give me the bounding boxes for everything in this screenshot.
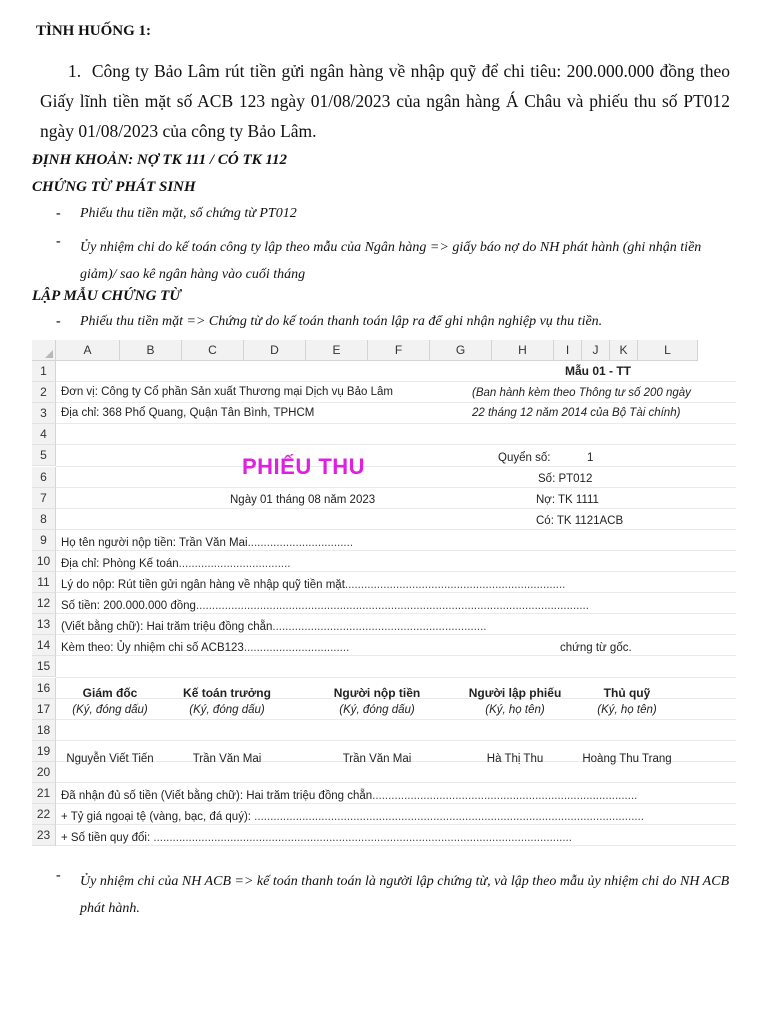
case-paragraph [40, 56, 730, 146]
bullet-dash: - [56, 206, 61, 221]
attachment-suffix: chứng từ gốc. [560, 642, 632, 654]
row-header-4[interactable]: 4 [32, 424, 56, 445]
row-header-19[interactable]: 19 [32, 741, 56, 762]
row-header-16[interactable]: 16 [32, 678, 56, 699]
row-gridline [56, 845, 736, 846]
row-gridline [56, 402, 736, 403]
case-text: Công ty Bảo Lâm rút tiền gửi ngân hàng về nhập quỹ để chi tiêu: 200.000.000 đồng theo Giấy lĩnh tiền mặt số ACB 123 ngày 01/08/2023 của ngân hàng Á Châu và phiếu thu số PT012 ngày 01/08/2023 của công ty Bảo Lâm. [40, 61, 731, 141]
select-all-corner[interactable] [32, 340, 56, 361]
signer-title: Người nộp tiền [333, 686, 421, 700]
signer-instruction: (Ký, đóng dấu) [72, 704, 148, 716]
signer-name: Nguyễn Viết Tiến [66, 753, 154, 765]
row-gridline [56, 613, 736, 614]
unit-address: Địa chỉ: 368 Phổ Quang, Quận Tân Bình, TPHCM [61, 407, 315, 419]
signer-instruction: (Ký, họ tên) [485, 704, 545, 716]
row-gridline [56, 592, 736, 593]
column-header-k[interactable]: K [610, 340, 638, 361]
row-header-8[interactable]: 8 [32, 509, 56, 530]
row-header-17[interactable]: 17 [32, 699, 56, 720]
signer-title: Giám đốc [82, 686, 138, 700]
row-header-23[interactable]: 23 [32, 825, 56, 846]
column-header-c[interactable]: C [182, 340, 244, 361]
row-gridline [56, 381, 736, 382]
row-gridline [56, 444, 736, 445]
book-value: 1 [587, 452, 594, 464]
spreadsheet [32, 340, 736, 858]
row-gridline [56, 782, 736, 783]
column-header-g[interactable]: G [430, 340, 492, 361]
row-header-10[interactable]: 10 [32, 551, 56, 572]
signer-instruction: (Ký, đóng dấu) [189, 704, 265, 716]
row-header-22[interactable]: 22 [32, 804, 56, 825]
signer-title: Thủ quỹ [603, 686, 651, 700]
signer-name: Hà Thị Thu [486, 753, 544, 765]
row-header-12[interactable]: 12 [32, 593, 56, 614]
vouchers-title: CHỨNG TỪ PHÁT SINH [32, 179, 196, 195]
row-header-5[interactable]: 5 [32, 445, 56, 466]
row-header-6[interactable]: 6 [32, 467, 56, 488]
row-gridline [56, 655, 736, 656]
bullet-dash: - [56, 868, 61, 883]
bullet-dash: - [56, 314, 61, 329]
row-header-7[interactable]: 7 [32, 488, 56, 509]
template-title: LẬP MẪU CHỨNG TỪ [32, 288, 181, 304]
fx-rate: + Tỷ giá ngoại tệ (vàng, bạc, đá quý): .......................................................................................................................... [61, 811, 644, 823]
row-gridline [56, 423, 736, 424]
decree-line-1: (Ban hành kèm theo Thông tư số 200 ngày [472, 387, 691, 399]
column-header-a[interactable]: A [56, 340, 120, 361]
unit-name: Đơn vị: Công ty Cổ phần Sản xuất Thương mại Dịch vụ Bảo Lâm [61, 386, 393, 398]
column-header-l[interactable]: L [638, 340, 698, 361]
row-header-18[interactable]: 18 [32, 720, 56, 741]
column-header-b[interactable]: B [120, 340, 182, 361]
voucher-item-1: Phiếu thu tiền mặt, số chứng từ PT012 [80, 206, 297, 221]
decree-line-2: 22 tháng 12 năm 2014 của Bộ Tài chính) [472, 407, 681, 419]
row-header-2[interactable]: 2 [32, 382, 56, 403]
signer-title: Người lập phiếu [468, 686, 562, 700]
column-header-h[interactable]: H [492, 340, 554, 361]
debit-account: Nợ: TK 1111 [536, 494, 599, 506]
row-gridline [56, 719, 736, 720]
signer-name: Trần Văn Mai [192, 753, 262, 765]
heading: TÌNH HUỐNG 1: [36, 23, 152, 39]
received-in-words: Đã nhận đủ số tiền (Viết bằng chữ): Hai trăm triệu đồng chẵn................................................................................... [61, 790, 638, 802]
voucher-item-2: Ủy nhiệm chi do kế toán công ty lập theo mẫu của Ngân hàng => giấy báo nợ do NH phát hành (ghi nhận tiền giảm)/ sao kê ngân hàng vào cuối tháng [80, 240, 702, 282]
row-gridline [56, 634, 736, 635]
row-gridline [56, 550, 736, 551]
row-gridline [56, 803, 736, 804]
receipt-number: Số: PT012 [538, 473, 593, 485]
column-header-f[interactable]: F [368, 340, 430, 361]
payment-reason: Lý do nộp: Rút tiền gửi ngân hàng về nhập quỹ tiền mặt..................................................................... [61, 579, 566, 591]
payment-amount: Số tiền: 200.000.000 đồng........................................................................................................................... [61, 600, 589, 612]
row-header-15[interactable]: 15 [32, 656, 56, 677]
row-gridline [56, 677, 736, 678]
entry-line: ĐỊNH KHOẢN: NỢ TK 111 / CÓ TK 112 [32, 152, 288, 168]
signer-name: Trần Văn Mai [342, 753, 412, 765]
signer-instruction: (Ký, họ tên) [597, 704, 657, 716]
column-header-e[interactable]: E [306, 340, 368, 361]
converted-amount: + Số tiền quy đổi: ................................................................................................................................... [61, 832, 572, 844]
row-gridline [56, 508, 736, 509]
row-gridline [56, 824, 736, 825]
row-gridline [56, 487, 736, 488]
row-gridline [56, 466, 736, 467]
signer-title: Kế toán trưởng [183, 686, 271, 700]
row-header-20[interactable]: 20 [32, 762, 56, 783]
row-gridline [56, 571, 736, 572]
row-header-13[interactable]: 13 [32, 614, 56, 635]
row-header-3[interactable]: 3 [32, 403, 56, 424]
signer-name: Hoàng Thu Trang [582, 753, 672, 765]
receipt-date: Ngày 01 tháng 08 năm 2023 [230, 494, 376, 506]
column-header-d[interactable]: D [244, 340, 306, 361]
credit-account: Có: TK 1121ACB [536, 515, 624, 527]
row-header-21[interactable]: 21 [32, 783, 56, 804]
column-header-j[interactable]: J [582, 340, 610, 361]
payer-name: Họ tên người nộp tiền: Trần Văn Mai................................. [61, 537, 354, 549]
case-number: 1. [68, 61, 82, 81]
row-header-11[interactable]: 11 [32, 572, 56, 593]
final-item: Ủy nhiệm chi của NH ACB => kế toán thanh toán là người lập chứng từ, và lập theo mẫu ủy nhiệm chi do NH ACB phát hành. [80, 874, 730, 916]
signer-instruction: (Ký, đóng dấu) [339, 704, 415, 716]
amount-in-words: (Viết bằng chữ): Hai trăm triệu đồng chẵn................................................................... [61, 621, 487, 633]
bullet-dash: - [56, 234, 61, 249]
row-gridline [56, 529, 736, 530]
template-item: Phiếu thu tiền mặt => Chứng từ do kế toán thanh toán lập ra để ghi nhận nghiệp vụ thu tiền. [80, 314, 603, 329]
form-code: Mẫu 01 - TT [565, 364, 632, 378]
attachment: Kèm theo: Ủy nhiệm chi số ACB123................................. [61, 642, 350, 654]
row-header-9[interactable]: 9 [32, 530, 56, 551]
row-gridline [56, 740, 736, 741]
payer-address: Địa chỉ: Phòng Kế toán................................... [61, 558, 291, 570]
book-label: Quyển số: [498, 452, 551, 464]
column-header-i[interactable]: I [554, 340, 582, 361]
row-header-14[interactable]: 14 [32, 635, 56, 656]
row-header-1[interactable]: 1 [32, 361, 56, 382]
receipt-title: PHIẾU THU [242, 454, 366, 479]
